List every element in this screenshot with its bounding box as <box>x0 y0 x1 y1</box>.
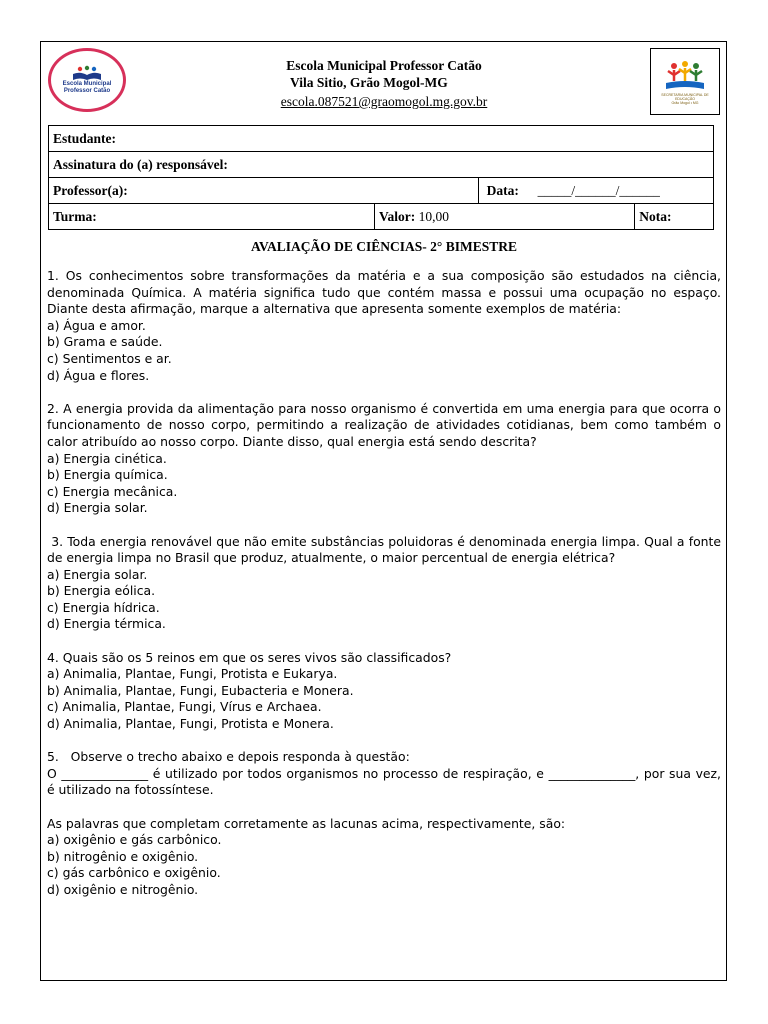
question-3-option-b[interactable]: b) Energia eólica. <box>47 583 156 599</box>
value-amount: 10,00 <box>418 208 449 224</box>
student-field[interactable]: Estudante: <box>49 126 714 152</box>
question-4-option-b[interactable]: b) Animalia, Plantae, Fungi, Eubacteria e Monera. <box>47 682 354 698</box>
question-1-option-a[interactable]: a) Água e amor. <box>47 317 146 333</box>
question-2-stem: 2. A energia provida da alimentação para nosso organismo é convertida em uma energia para que ocorra o funcionamento de nosso corpo, permitindo a realização de atividades cotidianas, bem como também o calor atribuído ao nosso corpo. Diante disso, qual energia está sendo descrita? <box>47 400 721 449</box>
question-1-option-c[interactable]: c) Sentimentos e ar. <box>47 350 172 366</box>
question-2-option-d[interactable]: d) Energia solar. <box>47 500 148 516</box>
question-3-option-d[interactable]: d) Energia térmica. <box>47 616 166 632</box>
question-1-option-b[interactable]: b) Grama e saúde. <box>47 334 163 350</box>
question-2-option-c[interactable]: c) Energia mecânica. <box>47 483 178 499</box>
question-2-option-a[interactable]: a) Energia cinética. <box>47 450 167 466</box>
question-4 <box>47 650 721 733</box>
question-5 <box>47 749 721 898</box>
value-label: Valor: <box>379 208 416 224</box>
question-5-option-b[interactable]: b) nitrogênio e oxigênio. <box>47 848 199 864</box>
school-logo-line-1: Escola Municipal <box>62 81 112 87</box>
secretaria-logo-line-2: Grão Mogol • MG <box>671 100 699 105</box>
guardian-signature-field[interactable]: Assinatura do (a) responsável: <box>49 152 714 178</box>
date-field[interactable] <box>478 178 713 204</box>
question-3-stem: 3. Toda energia renovável que não emite substâncias poluidoras é denominada energia limpa. Qual a fonte de energia limpa no Brasil que produz, atualmente, o maior percentual de energia elétrica? <box>47 533 725 566</box>
question-4-option-a[interactable]: a) Animalia, Plantae, Fungi, Protista e Eukarya. <box>47 666 338 682</box>
question-3-option-a[interactable]: a) Energia solar. <box>47 566 148 582</box>
school-name: Escola Municipal Professor Catão <box>286 58 482 73</box>
teacher-field[interactable]: Professor(a): <box>49 178 479 204</box>
question-1-stem: 1. Os conhecimentos sobre transformações da matéria e a sua composição são estudados na ciência, denominada Química. A matéria significa tudo que contém massa e possui uma ocupação no espaço. Diante desta afirmação, marque a alternativa que apresenta somente exemplos de matéria: <box>47 268 721 317</box>
question-4-option-c[interactable]: c) Animalia, Plantae, Fungi, Vírus e Archaea. <box>47 699 322 715</box>
question-3-option-c[interactable]: c) Energia hídrica. <box>47 599 160 615</box>
questions-section <box>47 268 725 915</box>
question-5-intro: 5. Observe o trecho abaixo e depois responda à questão: <box>47 749 410 765</box>
question-5-option-d[interactable]: d) oxigênio e nitrogênio. <box>47 881 199 897</box>
school-logo-line-2: Professor Catão <box>63 88 111 94</box>
question-1 <box>47 268 721 384</box>
question-3 <box>47 533 725 634</box>
value-field <box>375 204 635 230</box>
question-1-option-d[interactable]: d) Água e flores. <box>47 367 150 383</box>
question-4-option-d[interactable]: d) Animalia, Plantae, Fungi, Protista e Monera. <box>47 716 334 732</box>
school-email[interactable]: escola.087521@graomogol.mg.gov.br <box>280 94 488 109</box>
date-value: _____/______/______ <box>537 182 660 198</box>
question-5-passage: O ______________ é utilizado por todos organismos no processo de respiração, e ______________, por sua vez, é utilizado na fotossíntese. <box>47 765 721 798</box>
student-info-table <box>48 125 714 230</box>
question-5-prompt: As palavras que completam corretamente as lacunas acima, respectivamente, são: <box>47 815 566 831</box>
exam-title: AVALIAÇÃO DE CIÊNCIAS- 2° BIMESTRE <box>251 239 517 254</box>
school-city: Vila Sitio, Grão Mogol-MG <box>290 75 448 90</box>
question-4-stem: 4. Quais são os 5 reinos em que os seres vivos são classificados? <box>47 649 452 665</box>
question-2 <box>47 401 721 517</box>
grade-field[interactable]: Nota: <box>635 204 714 230</box>
secretaria-logo-line-1: SECRETARIA MUNICIPAL DE EDUCAÇÃO <box>661 92 709 101</box>
question-5-option-c[interactable]: c) gás carbônico e oxigênio. <box>47 865 221 881</box>
question-2-option-b[interactable]: b) Energia química. <box>47 467 168 483</box>
date-label: Data: <box>486 182 519 198</box>
question-5-option-a[interactable]: a) oxigênio e gás carbônico. <box>47 832 222 848</box>
class-field[interactable]: Turma: <box>49 204 375 230</box>
